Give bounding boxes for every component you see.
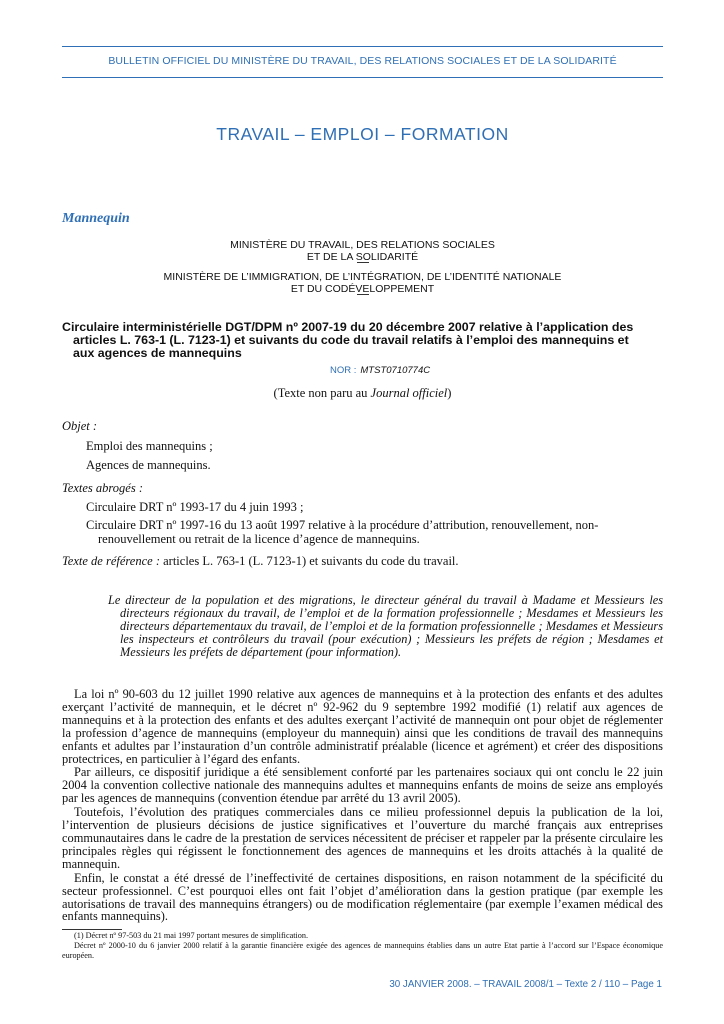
category-heading: Mannequin (62, 211, 130, 226)
objet-item-1: Emploi des mannequins ; (86, 439, 213, 453)
ministry-2-line1: MINISTÈRE DE L’IMMIGRATION, DE L’INTÉGRATION, DE L’IDENTITÉ NATIONALE (163, 271, 562, 283)
header-bottom-rule (62, 77, 663, 78)
header-top-rule (62, 46, 663, 47)
textes-abroges-item-1: Circulaire DRT nº 1993-17 du 4 juin 1993 ; (86, 500, 304, 514)
body-paragraph-4: Enfin, le constat a été dressé de l’ineffectivité de certaines dispositions, en raison notamment de la spécificité du secteur professionnel. C’est pourquoi elles ont fait l’objet d’amélioration dans la gestion pratique (par exemple les autorisations de travail des mannequins étrangers) ou de modification réglementaire (par exemple l’examen médical des enfants mannequins). (62, 870, 663, 924)
nor-reference (330, 365, 430, 376)
textes-abroges-label: Textes abrogés : (62, 481, 144, 495)
texte-reference (62, 554, 459, 568)
texte-reference-value: articles L. 763-1 (L. 7123-1) et suivants du code du travail. (163, 554, 459, 568)
texte-non-paru (62, 386, 663, 401)
objet-label: Objet : (62, 419, 98, 433)
journal-officiel: Journal officiel (370, 386, 448, 400)
circulaire-title-line3: aux agences de mannequins (73, 346, 242, 360)
texte-non-paru-prefix: (Texte non paru au (273, 386, 371, 400)
textes-abroges-item-2 (86, 518, 663, 546)
body-paragraph-1: La loi nº 90-603 du 12 juillet 1990 relative aux agences de mannequins et à la protection des enfants et des adultes exerçant l’activité de mannequin, et le décret nº 92-962 du 9 septembre 1992 modifié (1) relatif aux agences de mannequins et à la protection des enfants et des adultes exerçant l’activité de mannequin ont pour objet de réglementer la profession d’agence de mannequins (employeur du mannequin) ainsi que les conditions de travail des mannequins enfants et adultes par l’instauration d’un contrôle administratif préalable (licence et agrément) et créer des dispositions protectrices, en particulier à l’égard des enfants. (62, 687, 663, 766)
body-paragraph-2: Par ailleurs, ce dispositif juridique a été sensiblement conforté par les partenaires sociaux qui ont conclu le 22 juin 2004 la convention collective nationale des mannequins adultes et mannequins enfants de moins de seize ans employés par les agences de mannequins (convention étendue par arrêté du 13 avril 2005). (62, 765, 663, 806)
circulaire-title-line2: articles L. 763-1 (L. 7123-1) et suivants du code du travail relatifs à l’emploi des mannequins et (73, 333, 629, 347)
footnote-2: Décret nº 2000-10 du 6 janvier 2000 relatif à la garantie financière exigée des agences de mannequins établies dans un autre Etat partie à l’accord sur l’Espace économique européen. (62, 941, 663, 960)
body-paragraph-3: Toutefois, l’évolution des pratiques commerciales dans ce milieu professionnel depuis la publication de la loi, l’intervention de plusieurs décisions de justice significatives et l’ouverture du marché français aux entreprises communautaires dans le cadre de la prestation de services nécessitent de préciser et rappeler par la présente circulaire les principales règles qui régissent le fonctionnement des agences de mannequins et les droits attachés à la qualité de mannequin. (62, 805, 663, 871)
footnotes (62, 931, 663, 961)
circulaire-title-line1: Circulaire interministérielle DGT/DPM nº 2007-19 du 20 décembre 2007 relative à l’application des (62, 320, 634, 334)
texte-non-paru-suffix: ) (447, 386, 452, 400)
texte-reference-label: Texte de référence : (62, 554, 160, 568)
ministry-1-line2: ET DE LA SOLIDARITÉ (306, 251, 419, 263)
bulletin-header: BULLETIN OFFICIEL DU MINISTÈRE DU TRAVAIL, DES RELATIONS SOCIALES ET DE LA SOLIDARITÉ (108, 55, 617, 67)
body-text (62, 688, 663, 924)
nor-code: MTST0710774C (360, 365, 431, 376)
objet-item-2: Agences de mannequins. (86, 458, 211, 472)
ministry-block-2 (62, 271, 663, 295)
ministry-1-line1: MINISTÈRE DU TRAVAIL, DES RELATIONS SOCIALES (230, 239, 495, 251)
page-footer: 30 JANVIER 2008. – TRAVAIL 2008/1 – Texte 2 / 110 – Page 1 (389, 979, 662, 990)
textes-abroges-item-2-line1: Circulaire DRT nº 1997-16 du 13 août 1997 relative à la procédure d’attribution, renouvellement, non- (86, 518, 599, 532)
footnote-divider (62, 929, 122, 930)
textes-abroges-item-2-line2: renouvellement ou retrait de la licence d’agence de mannequins. (98, 532, 420, 546)
nor-label: NOR : (330, 365, 357, 376)
section-title: TRAVAIL – EMPLOI – FORMATION (216, 124, 509, 144)
circulaire-title (62, 321, 663, 360)
ministry-block-1 (62, 239, 663, 263)
addressees-text: Le directeur de la population et des migrations, le directeur général du travail à Madame et Messieurs les directeurs régionaux du travail, de l’emploi et de la formation professionnelle ; Mesdames et Messieurs les directeurs départementaux du travail, de l’emploi et de la formation professionnelle ; Mesdames et Messieurs les inspecteurs et contrôleurs du travail (pour exécution) ; Messieurs les préfets de région ; Mesdames et Messieurs les préfets de département (pour information). (108, 593, 663, 659)
footnote-1: (1) Décret nº 97-503 du 21 mai 1997 portant mesures de simplification. (74, 931, 309, 940)
ministry-2-line2: ET DU CODÉVELOPPEMENT (290, 283, 435, 295)
addressees-paragraph (108, 594, 663, 659)
